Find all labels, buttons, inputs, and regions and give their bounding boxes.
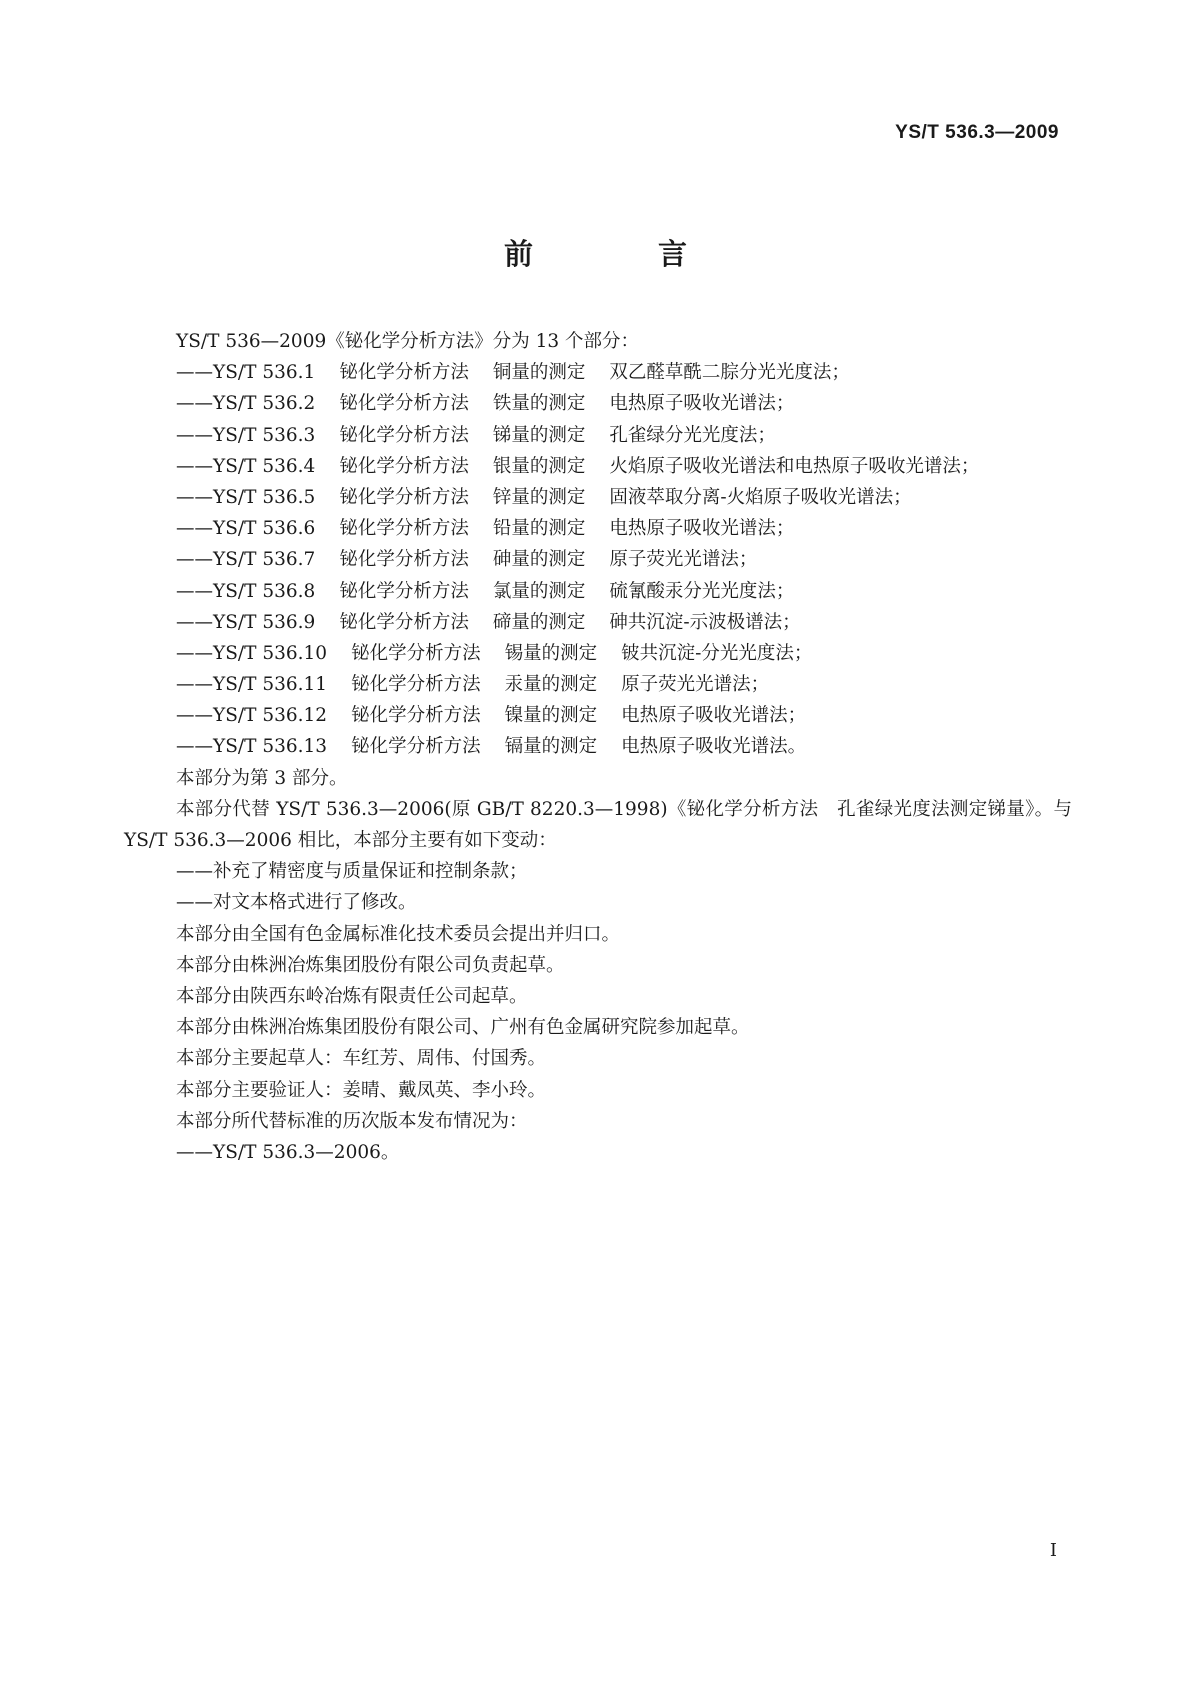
part-item: ——YS/T 536.6 铋化学分析方法 铅量的测定 电热原子吸收光谱法； (176, 518, 795, 540)
intro-line: YS/T 536—2009《铋化学分析方法》分为 13 个部分： (176, 331, 640, 352)
standard-code: YS/T 536.3—2009 (895, 122, 1059, 143)
part-item: ——YS/T 536.2 铋化学分析方法 铁量的测定 电热原子吸收光谱法； (176, 393, 795, 415)
part-statement: 本部分为第 3 部分。 (176, 767, 348, 789)
page-number: I (1049, 1540, 1057, 1561)
part-item: ——YS/T 536.4 铋化学分析方法 银量的测定 火焰原子吸收光谱法和电热原子吸收光谱法； (176, 455, 980, 477)
part-item: ——YS/T 536.7 铋化学分析方法 砷量的测定 原子荧光光谱法； (176, 549, 758, 571)
part-item: ——YS/T 536.8 铋化学分析方法 氯量的测定 硫氰酸汞分光光度法； (176, 580, 795, 602)
statement-line: 本部分主要验证人：姜晴、戴凤英、李小玲。 (176, 1079, 547, 1101)
part-item: ——YS/T 536.11 铋化学分析方法 汞量的测定 原子荧光光谱法； (176, 674, 770, 696)
statement-line: 本部分由陕西东岭冶炼有限责任公司起草。 (176, 985, 528, 1007)
page-title: 前 言 (503, 237, 735, 271)
change-item: ——对文本格式进行了修改。 (176, 892, 417, 914)
change-item: ——补充了精密度与质量保证和控制条款； (176, 861, 528, 883)
parts-list (124, 357, 1072, 762)
part-item: ——YS/T 536.3 铋化学分析方法 锑量的测定 孔雀绿分光光度法； (176, 424, 776, 446)
statement-line: 本部分由株洲冶炼集团股份有限公司、广州有色金属研究院参加起草。 (176, 1017, 750, 1039)
part-item: ——YS/T 536.5 铋化学分析方法 锌量的测定 固液萃取分离-火焰原子吸收光谱法； (176, 486, 912, 508)
document-body (124, 326, 1072, 1168)
statement-line: 本部分主要起草人：车红芳、周伟、付国秀。 (176, 1048, 547, 1070)
replaces-paragraph: 本部分代替 YS/T 536.3—2006(原 GB/T 8220.3—1998)《铋化学分析方法 孔雀绿光度法测定锑量》。与 YS/T 536.3—2006 相比，本部分主要有如下变动： (124, 798, 1072, 852)
part-item: ——YS/T 536.13 铋化学分析方法 镉量的测定 电热原子吸收光谱法。 (176, 736, 807, 758)
part-item: ——YS/T 536.9 铋化学分析方法 碲量的测定 砷共沉淀-示波极谱法； (176, 611, 801, 633)
history-item: ——YS/T 536.3—2006。 (176, 1141, 400, 1163)
part-item: ——YS/T 536.1 铋化学分析方法 铜量的测定 双乙醛草酰二腙分光光度法； (176, 362, 850, 384)
part-item: ——YS/T 536.12 铋化学分析方法 镍量的测定 电热原子吸收光谱法； (176, 705, 807, 727)
statement-line: 本部分由全国有色金属标准化技术委员会提出并归口。 (176, 923, 621, 945)
statement-line: 本部分所代替标准的历次版本发布情况为： (176, 1110, 528, 1132)
statement-line: 本部分由株洲冶炼集团股份有限公司负责起草。 (176, 954, 565, 976)
part-item: ——YS/T 536.10 铋化学分析方法 锡量的测定 铍共沉淀-分光光度法； (176, 642, 813, 664)
